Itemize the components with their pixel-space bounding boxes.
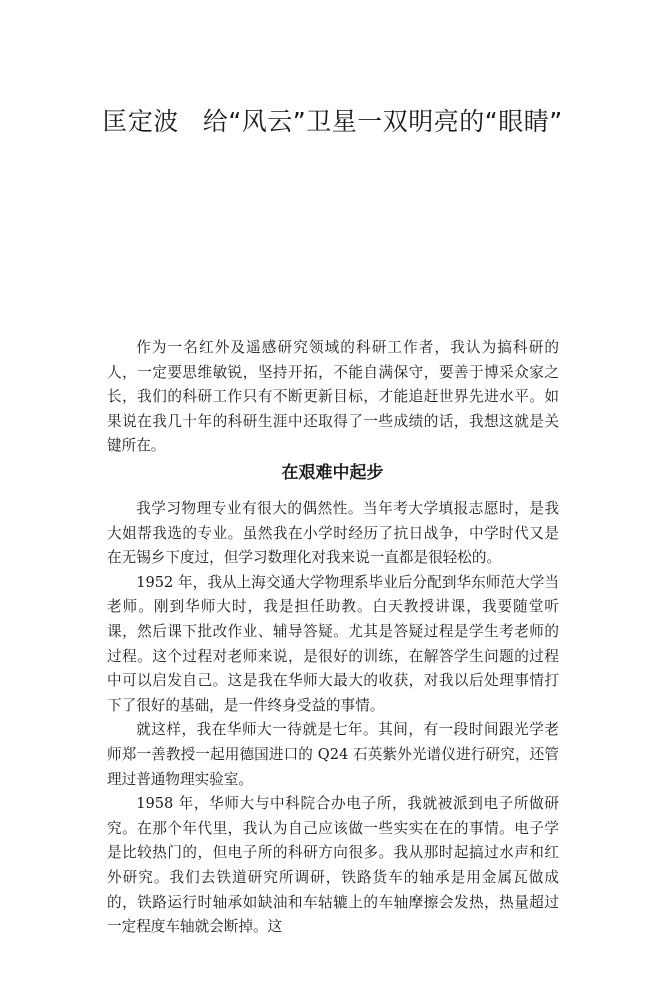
author-name: 匡定波	[102, 107, 179, 136]
intro-paragraph: 作为一名红外及遥感研究领域的科研工作者，我认为搞科研的人，一定要思维敏锐，坚持开拓，不能自满保守，要善于博采众家之长，我们的科研工作只有不断更新目标，才能追赶世界先进水平。如果说在我几十年的科研生涯中还取得了一些成绩的话，我想这就是关键所在。	[107, 339, 559, 455]
section-heading: 在艰难中起步	[281, 463, 384, 483]
body-paragraph: 就这样，我在华师大一待就是七年。其间，有一段时间跟光学老师郑一善教授一起用德国进口的 Q24 石英紫外光谱仪进行研究，还管理过普通物理实验室。	[107, 721, 559, 788]
body-paragraph: 我学习物理专业有很大的偶然性。当年考大学填报志愿时，是我大姐帮我选的专业。虽然我在小学时经历了抗日战争，中学时代又是在无锡乡下度过，但学习数理化对我来说一直都是很轻松的。	[107, 500, 559, 567]
body-paragraph: 1958 年，华师大与中科院合办电子所，我就被派到电子所做研究。在那个年代里，我认为自己应该做一些实实在在的事情。电子学是比较热门的，但电子所的科研方向很多。我从那时起搞过水声和红外研究。我们去铁道研究所调研，铁路货车的轴承是用金属瓦做成的，铁路运行时轴承如缺油和车轱辘上的车轴摩擦会发热，热量超过一定程度车轴就会断掉。这	[107, 795, 559, 936]
article-headline: 给“风云”卫星一双明亮的“眼睛”	[202, 107, 563, 136]
intro-block	[107, 336, 559, 459]
page-title	[0, 102, 665, 138]
body-paragraph: 1952 年，我从上海交通大学物理系毕业后分配到华东师范大学当老师。刚到华师大时，我是担任助教。白天教授讲课，我要随堂听课，然后课下批改作业、辅导答疑。尤其是答疑过程是学生考老师的过程。这个过程对老师来说，是很好的训练，在解答学生问题的过程中可以启发自己。这是我在华师大最大的收获，对我以后处理事情打下了很好的基础，是一件终身受益的事情。	[107, 573, 560, 714]
section-body	[107, 497, 559, 940]
